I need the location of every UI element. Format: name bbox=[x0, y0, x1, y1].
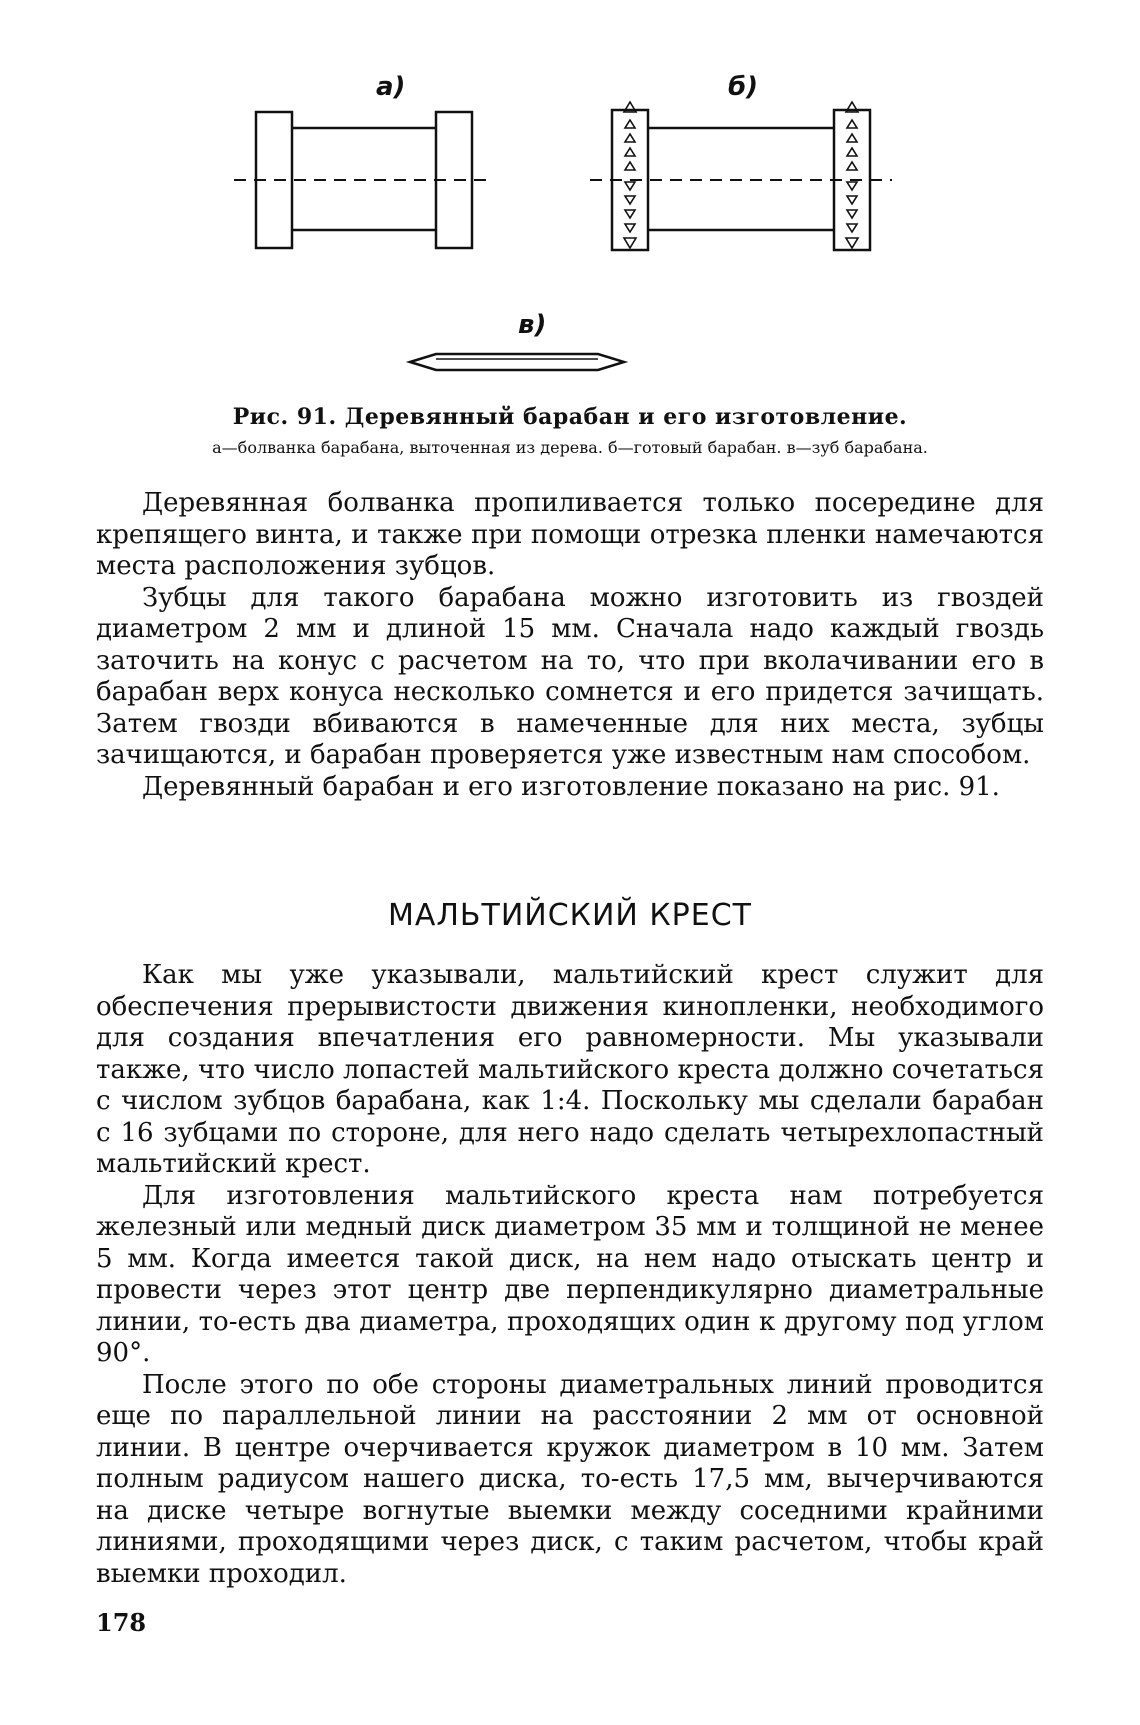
figure-caption-title: Рис. 91. Деревянный барабан и его изготовление. bbox=[232, 404, 908, 430]
figure-label-v: в) bbox=[518, 310, 547, 340]
page-number: 178 bbox=[96, 1608, 147, 1637]
section-heading: МАЛЬТИЙСКИЙ КРЕСТ bbox=[387, 898, 753, 933]
paragraph: Деревянный барабан и его изготовление показано на рис. 91. bbox=[142, 771, 1000, 802]
drum-teeth bbox=[624, 102, 858, 248]
paragraph: После этого по обе стороны диаметральных линий проводится еще по параллельной линии на расстоянии 2 мм от основной линии. В центре очерчивается кружок диаметром в 10 мм. Затем полным радиусом нашего диска, то-есть 17,5 мм, вычерчиваются на диске четыре вогнутые выемки между соседними крайними линиями, проходящими через диск, с таким расчетом, чтобы край выемки проходил. bbox=[96, 1369, 1044, 1589]
figure-label-b: б) bbox=[728, 72, 759, 102]
drum-drawing bbox=[220, 70, 920, 390]
tooth-shape bbox=[410, 354, 624, 370]
text-block-2 bbox=[96, 960, 1044, 1590]
text-block-1 bbox=[96, 488, 1044, 803]
figure-caption-description: а—болванка барабана, выточенная из дерева. б—готовый барабан. в—зуб барабана. bbox=[212, 438, 928, 457]
paragraph: Как мы уже указывали, мальтийский крест служит для обеспечения прерывистости движения кинопленки, необходимого для создания впечатления его равномерности. Мы указывали также, что число лопастей мальтийского креста должно сочетаться с числом зубцов барабана, как 1:4. Поскольку мы сделали барабан с 16 зубцами по стороне, для него надо сделать четырехлопастный мальтийский крест. bbox=[96, 960, 1044, 1179]
paragraph: Зубцы для такого барабана можно изготовить из гвоздей диаметром 2 мм и длиной 15 мм. Сначала надо каждый гвоздь заточить на конус с расчетом на то, что при вколачивании его в барабан верх конуса несколько сомнется и его придется зачищать. Затем гвозди вбиваются в намеченные для них места, зубцы зачищаются, и барабан проверяется уже известным нам способом. bbox=[96, 582, 1044, 770]
figure-91 bbox=[220, 70, 920, 390]
figure-label-a: а) bbox=[376, 72, 406, 102]
paragraph: Деревянная болванка пропиливается только посередине для крепящего винта, и также при помощи отрезка пленки намечаются места расположения зубцов. bbox=[96, 488, 1044, 581]
paragraph: Для изготовления мальтийского креста нам потребуется железный или медный диск диаметром 35 мм и толщиной не менее 5 мм. Когда имеется такой диск, на нем надо отыскать центр и провести через этот центр две перпендикулярно диаметральные линии, то-есть два диаметра, проходящих один к другому под углом 90°. bbox=[96, 1180, 1044, 1368]
